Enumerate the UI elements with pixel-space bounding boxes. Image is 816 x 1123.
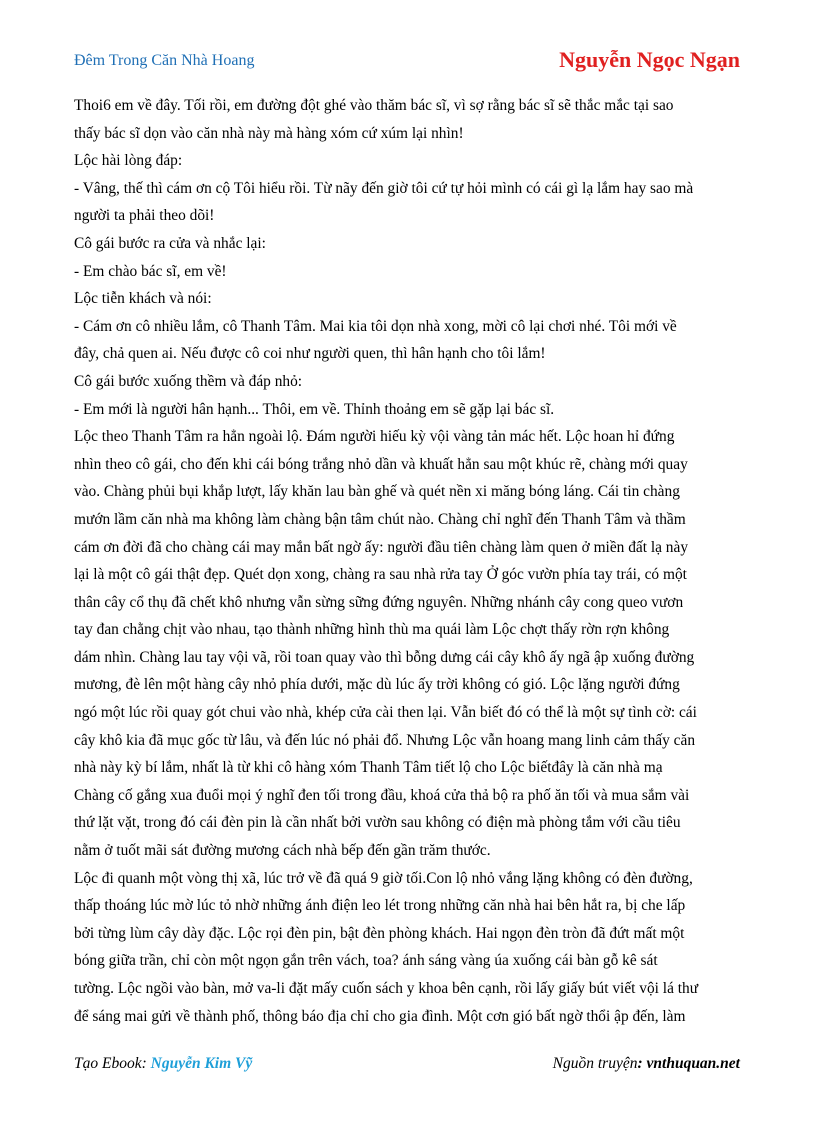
text-line: thứ lặt vặt, trong đó cái đèn pin là cần nhất bởi vườn sau không có điện mà phòng tắm với cầu tiêu bbox=[74, 814, 681, 832]
source-credit bbox=[553, 1055, 740, 1073]
text-line: cây khô kia đã mục gốc từ lâu, và đến lúc nó phải đổ. Nhưng Lộc vẫn hoang mang linh cảm thấy căn bbox=[74, 731, 696, 749]
text-line: Lộc tiễn khách và nói: bbox=[74, 290, 212, 308]
text-line: dám nhìn. Chàng lau tay vội vã, rồi toan quay vào thì bỗng dưng cái cây khô ấy ngã ập xuống đường bbox=[74, 648, 695, 666]
text-line: Cô gái bước ra cửa và nhắc lại: bbox=[74, 234, 266, 252]
ebook-credit bbox=[74, 1055, 252, 1073]
source-separator: : bbox=[637, 1055, 647, 1072]
text-line: Lộc theo Thanh Tâm ra hẳn ngoài lộ. Đám người hiếu kỳ vội vàng tản mác hết. Lộc hoan hỉ đứng bbox=[74, 428, 675, 446]
text-line: lại là một cô gái thật đẹp. Quét dọn xong, chàng ra sau nhà rửa tay Ở góc vườn phía tay trái, có một bbox=[74, 566, 687, 584]
source-label: Nguồn truyện bbox=[552, 1055, 638, 1072]
book-title: Đêm Trong Căn Nhà Hoang bbox=[74, 52, 255, 69]
text-line: mướn lầm căn nhà ma không làm chàng bận tâm chút nào. Chàng chỉ nghĩ đến Thanh Tâm và thầm bbox=[74, 510, 686, 528]
text-line: Chàng cố gắng xua đuổi mọi ý nghĩ đen tối trong đầu, khoá cửa thả bộ ra phố ăn tối và mua sắm vài bbox=[74, 786, 690, 804]
story-text bbox=[74, 92, 754, 1030]
text-line: tay đan chằng chịt vào nhau, tạo thành những hình thù ma quái làm Lộc chợt thấy rờn rợn không bbox=[74, 621, 670, 639]
ebook-separator: : bbox=[141, 1055, 151, 1072]
text-line: nằm ở tuốt mãi sát đường mương cách nhà bếp đến gần trăm thước. bbox=[74, 842, 491, 860]
text-line: để sáng mai gửi về thành phố, thông báo địa chỉ cho gia đình. Một cơn gió bất ngờ thổi ập đến, làm bbox=[74, 1007, 686, 1025]
ebook-creator: Nguyễn Kim Vỹ bbox=[150, 1055, 253, 1072]
text-line: thân cây cổ thụ đã chết khô nhưng vẫn sừng sững đứng nguyên. Những nhánh cây cong queo vươn bbox=[74, 593, 684, 611]
author-name: Nguyễn Ngọc Ngạn bbox=[559, 47, 740, 72]
text-line: tường. Lộc ngồi vào bàn, mở va-li đặt mấy cuốn sách y khoa bên cạnh, rồi lấy giấy bút viết vội lá thư bbox=[74, 980, 699, 997]
text-line: vào. Chàng phủi bụi khắp lượt, lấy khăn lau bàn ghế và quét nền xi măng bóng láng. Cái tin chàng bbox=[74, 483, 680, 501]
source-site: vnthuquan.net bbox=[646, 1055, 740, 1072]
text-line: - Em chào bác sĩ, em về! bbox=[74, 262, 227, 280]
text-line: đây, chả quen ai. Nếu được cô coi như người quen, thì hân hạnh cho tôi lắm! bbox=[74, 345, 546, 363]
text-line: bởi từng lùm cây dày đặc. Lộc rọi đèn pin, bật đèn phòng khách. Hai ngọn đèn tròn đã đứt mất một bbox=[74, 924, 685, 942]
text-line: cám ơn đời đã cho chàng cái may mắn bất ngờ ấy: người đầu tiên chàng làm quen ở miền đất lạ này bbox=[74, 538, 689, 556]
ebook-label: Tạo Ebook bbox=[74, 1055, 142, 1072]
text-line: Thoi6 em về đây. Tối rồi, em đường đột ghé vào thăm bác sĩ, vì sợ rằng bác sĩ sẽ thắc mắc tại sao bbox=[74, 97, 674, 114]
text-line: nhà này kỳ bí lắm, nhất là từ khi cô hàng xóm Thanh Tâm tiết lộ cho Lộc biếtđây là căn nhà mạ bbox=[74, 759, 663, 777]
text-line: ngó một lúc rồi quay gót chui vào nhà, khép cửa cài then lại. Vẫn biết đó có thể là một sự tình cờ: cái bbox=[74, 704, 697, 722]
text-line: - Em mới là người hân hạnh... Thôi, em về. Thỉnh thoảng em sẽ gặp lại bác sĩ. bbox=[74, 400, 555, 418]
text-line: người ta phải theo dõi! bbox=[74, 207, 215, 225]
text-line: thấy bác sĩ dọn vào căn nhà này mà hàng xóm cứ xúm lại nhìn! bbox=[74, 124, 464, 142]
text-line: Cô gái bước xuống thềm và đáp nhỏ: bbox=[74, 372, 303, 390]
text-line: - Cám ơn cô nhiều lắm, cô Thanh Tâm. Mai kia tôi dọn nhà xong, mời cô lại chơi nhé. Tôi mới về bbox=[74, 317, 677, 335]
text-line: nhìn theo cô gái, cho đến khi cái bóng trắng nhỏ dần và khuất hẳn sau một khúc rẽ, chàng mới quay bbox=[74, 455, 688, 473]
text-line: bóng giữa trần, chỉ còn một ngọn gắn trên vách, toa? ánh sáng vàng úa xuống cái bàn gỗ kê sát bbox=[74, 952, 658, 970]
text-line: Lộc đi quanh một vòng thị xã, lúc trở về đã quá 9 giờ tối.Con lộ nhỏ vắng lặng không có đèn đường, bbox=[74, 869, 693, 887]
text-line: - Vâng, thế thì cám ơn cộ Tôi hiểu rồi. Từ nãy đến giờ tôi cứ tự hỏi mình có cái gì lạ lắm hay sao mà bbox=[74, 179, 694, 197]
text-line: thấp thoáng lúc mờ lúc tỏ nhờ những ánh điện leo lét trong những căn nhà hai bên hắt ra, bị che lấp bbox=[74, 897, 686, 915]
text-line: mương, đè lên một hàng cây nhỏ phía dưới, mặc dù lúc ấy trời không có gió. Lộc lặng người đứng bbox=[74, 676, 680, 694]
text-line: Lộc hài lòng đáp: bbox=[74, 152, 183, 170]
